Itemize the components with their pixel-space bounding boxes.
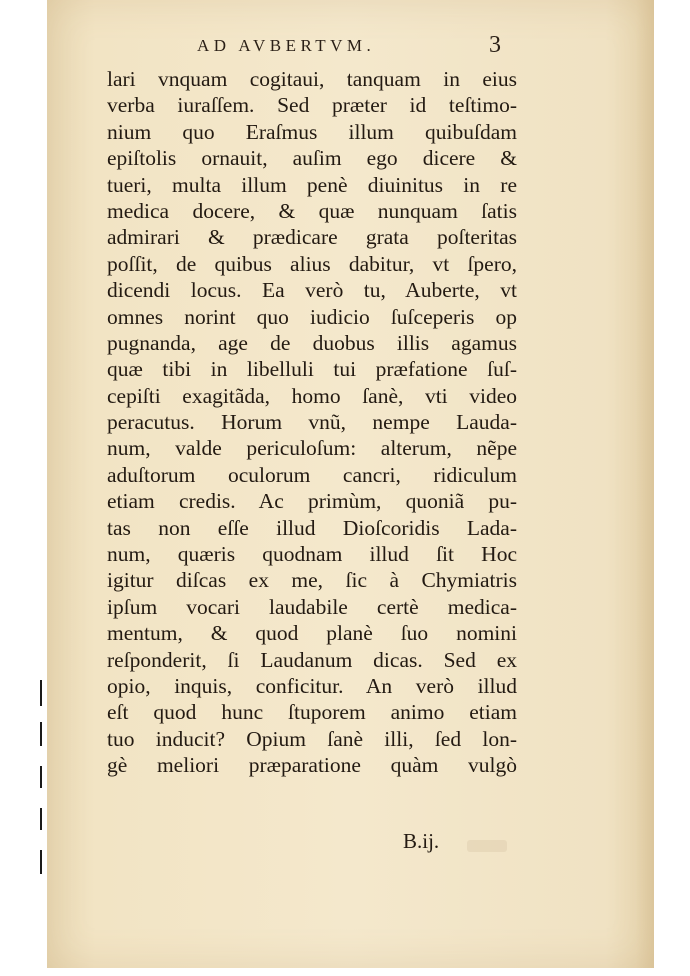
text-line: lari vnquam cogitaui, tanquam in eius — [107, 67, 517, 91]
text-line: quæ tibi in libelluli tui præfatione ſuſ- — [107, 357, 517, 382]
text-line: medica docere, & quæ nunquam ſatis — [107, 198, 517, 223]
text-line: ipſum vocari laudabile certè medica- — [107, 594, 517, 619]
text-line: mentum, & quod planè ſuo nomini — [107, 621, 517, 646]
text-line: admirari & prædicare grata poſteritas — [107, 225, 517, 250]
text-line: opio, inquis, conficitur. An verò illud — [107, 673, 517, 698]
body-text — [107, 66, 517, 779]
text-line: cepiſti exagitãda, homo ſanè, vti video — [107, 383, 517, 408]
text-line: num, valde periculoſum: alterum, nẽpe — [107, 436, 517, 461]
running-head — [47, 34, 654, 64]
gutter-edge-marks — [40, 680, 44, 880]
text-line: gè meliori præparatione quàm vulgò — [107, 753, 517, 778]
text-line: eſt quod hunc ſtuporem animo etiam — [107, 700, 517, 725]
text-line: omnes norint quo iudicio ſuſceperis op — [107, 304, 517, 329]
page-number: 3 — [489, 32, 501, 58]
text-line: aduſtorum oculorum cancri, ridiculum — [107, 462, 517, 487]
ink-show-through — [467, 840, 507, 852]
text-line: peracutus. Horum vnũ, nempe Lauda- — [107, 410, 517, 435]
text-line: num, quæris quodnam illud ſit Hoc — [107, 542, 517, 567]
signature-mark: B.ij. — [403, 829, 440, 853]
text-line: tueri, multa illum penè diuinitus in re — [107, 172, 517, 197]
text-line: reſponderit, ſi Laudanum dicas. Sed ex — [107, 647, 517, 672]
text-line: tuo inducit? Opium ſanè illi, ſed lon- — [107, 726, 517, 751]
text-line: poſſit, de quibus alius dabitur, vt ſpero, — [107, 251, 517, 276]
text-line: dicendi locus. Ea verò tu, Auberte, vt — [107, 278, 517, 303]
text-line: tas non eſſe illud Dioſcoridis Lada- — [107, 515, 517, 540]
running-title: AD AVBERTVM. — [197, 36, 376, 55]
text-line: verba iuraſſem. Sed præter id teſtimo- — [107, 93, 517, 118]
text-line: etiam credis. Ac primùm, quoniã pu- — [107, 489, 517, 514]
book-page — [47, 0, 654, 968]
text-line: nium quo Eraſmus illum quibuſdam — [107, 119, 517, 144]
text-line: pugnanda, age de duobus illis agamus — [107, 330, 517, 355]
text-line: igitur diſcas ex me, ſic à Chymiatris — [107, 568, 517, 593]
text-line: epiſtolis ornauit, auſim ego dicere & — [107, 146, 517, 171]
